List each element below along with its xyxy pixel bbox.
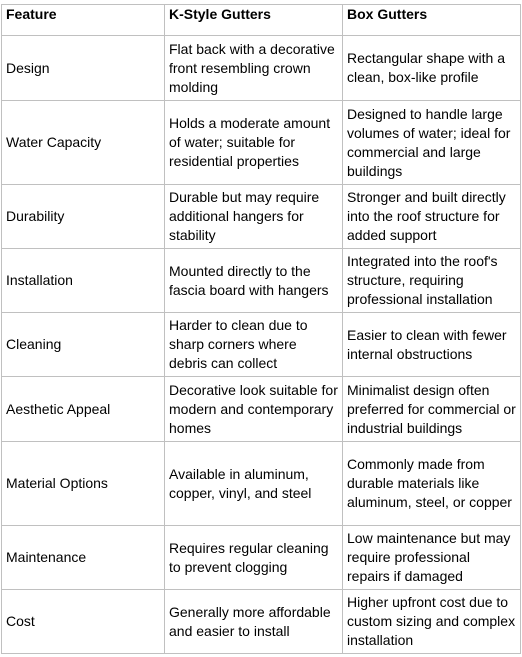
table-body: [2, 36, 521, 654]
cell-feature: Cost: [2, 590, 165, 654]
cell-box: Stronger and built directly into the roof structure for added support: [343, 185, 521, 249]
cell-feature: Design: [2, 36, 165, 101]
cell-k-style: Holds a moderate amount of water; suitable for residential properties: [165, 101, 343, 185]
table-row: [2, 101, 521, 185]
table-row: [2, 185, 521, 249]
table-row: [2, 249, 521, 313]
cell-box: Easier to clean with fewer internal obstructions: [343, 313, 521, 377]
table-row: [2, 313, 521, 377]
header-row: [2, 5, 521, 36]
table-row: [2, 36, 521, 101]
table-header: [2, 5, 521, 36]
cell-k-style: Durable but may require additional hangers for stability: [165, 185, 343, 249]
table-row: [2, 442, 521, 526]
cell-box: Minimalist design often preferred for commercial or industrial buildings: [343, 377, 521, 442]
table-row: [2, 526, 521, 590]
cell-feature: Cleaning: [2, 313, 165, 377]
cell-box: Low maintenance but may require professional repairs if damaged: [343, 526, 521, 590]
cell-box: Rectangular shape with a clean, box-like profile: [343, 36, 521, 101]
cell-box: Commonly made from durable materials like aluminum, steel, or copper: [343, 442, 521, 526]
cell-box: Higher upfront cost due to custom sizing and complex installation: [343, 590, 521, 654]
header-box-gutters: Box Gutters: [343, 5, 521, 36]
cell-k-style: Decorative look suitable for modern and contemporary homes: [165, 377, 343, 442]
table-row: [2, 590, 521, 654]
cell-feature: Material Options: [2, 442, 165, 526]
cell-k-style: Generally more affordable and easier to install: [165, 590, 343, 654]
cell-box: Integrated into the roof's structure, requiring professional installation: [343, 249, 521, 313]
cell-k-style: Mounted directly to the fascia board with hangers: [165, 249, 343, 313]
cell-k-style: Available in aluminum, copper, vinyl, and steel: [165, 442, 343, 526]
cell-feature: Durability: [2, 185, 165, 249]
table-row: [2, 377, 521, 442]
cell-feature: Installation: [2, 249, 165, 313]
cell-feature: Maintenance: [2, 526, 165, 590]
comparison-table: [1, 4, 521, 654]
header-k-style-gutters: K-Style Gutters: [165, 5, 343, 36]
cell-feature: Aesthetic Appeal: [2, 377, 165, 442]
cell-feature: Water Capacity: [2, 101, 165, 185]
cell-k-style: Harder to clean due to sharp corners where debris can collect: [165, 313, 343, 377]
cell-k-style: Requires regular cleaning to prevent clogging: [165, 526, 343, 590]
cell-box: Designed to handle large volumes of water; ideal for commercial and large buildings: [343, 101, 521, 185]
header-feature: Feature: [2, 5, 165, 36]
cell-k-style: Flat back with a decorative front resembling crown molding: [165, 36, 343, 101]
